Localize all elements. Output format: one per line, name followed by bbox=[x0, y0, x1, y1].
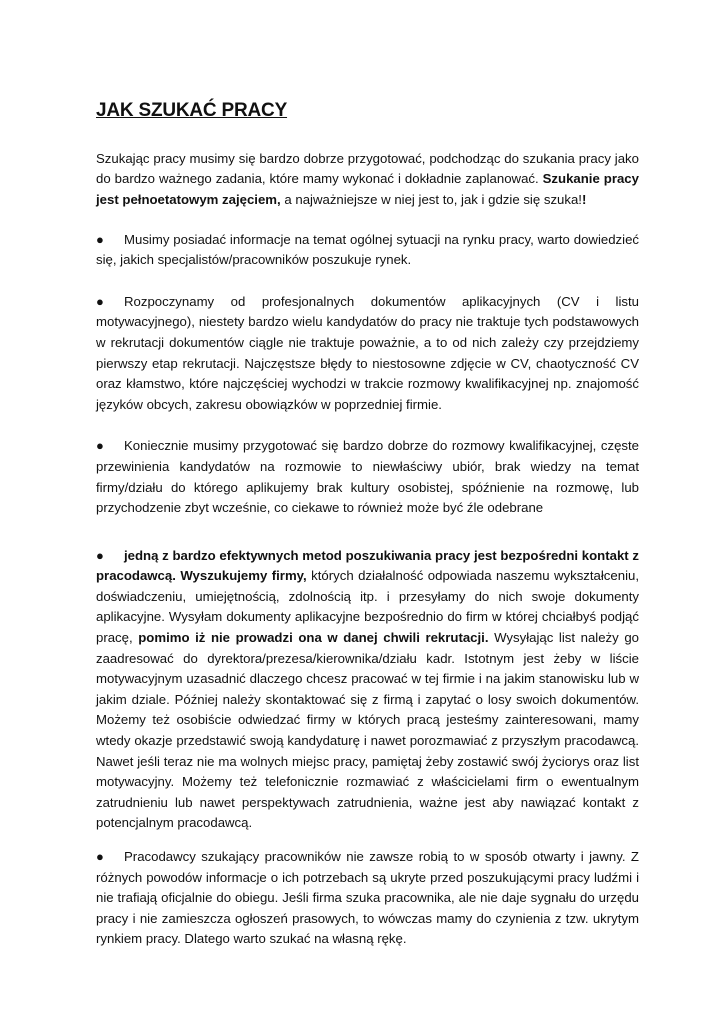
bullet-paragraph-interview bbox=[96, 436, 639, 518]
intro-paragraph bbox=[96, 149, 639, 211]
bullet-icon: ● bbox=[96, 293, 104, 309]
bullet-icon: ● bbox=[96, 547, 104, 563]
bullet-text: Rozpoczynamy od profesjonalnych dokumentów aplikacyjnych (CV i listu motywacyjnego), niestety bardzo wielu kandydatów do pracy nie traktuje tych podstawowych w rekrutacji dokumentów ciągle nie traktuje poważnie, a to od nich zależy czy przejdziemy pierwszy etap rekrutacji. Najczęstsze błędy to niestosowne zdjęcie w CV, chaotyczność CV oraz kłamstwo, które najczęściej wychodzi w trakcie rozmowy kwalifikacyjnej np. znajomość języków obcych, zakresu obowiązków w poprzedniej firmie. bbox=[96, 293, 639, 412]
intro-bold-1: Szukanie pracy jest pełnoetatowym zajęciem, bbox=[96, 171, 639, 207]
document-title: JAK SZUKAĆ PRACY bbox=[96, 100, 288, 121]
bullet-text: Musimy posiadać informacje na temat ogólnej sytuacji na rynku pracy, warto dowiedzieć się, jakich specjalistów/pracowników poszukuje rynek. bbox=[96, 231, 639, 268]
document-page bbox=[96, 100, 639, 971]
bullet-icon: ● bbox=[96, 849, 104, 865]
bullet-paragraph-documents bbox=[96, 292, 639, 416]
intro-text-1: Szukając pracy musimy się bardzo dobrze przygotować, podchodząc do szukania pracy jako do bardzo ważnego zadania, które mamy wykonać i dokładnie zaplanować. bbox=[96, 150, 639, 187]
bullet-text: Pracodawcy szukający pracowników nie zawsze robią to w sposób otwarty i jawny. Z różnych powodów informacje o ich potrzebach są ukryte przed poszukującymi pracy ludźmi i nie trafiają oficjalnie do obiegu. Jeśli firma szuka pracownika, ale nie daje sygnału do urzędu pracy i nie zamieszcza ogłoszeń prasowych, to wówczas mamy do czynienia z tzw. ukrytym rynkiem pracy. Dlatego warto szukać na własną rękę. bbox=[96, 849, 639, 947]
bullet-paragraph-direct-contact bbox=[96, 546, 639, 834]
bullet-icon: ● bbox=[96, 438, 104, 454]
intro-bold-2: ! bbox=[581, 191, 587, 207]
bullet-text-1: których działalność odpowiada naszemu wykształceniu, doświadczeniu, umiejętnością, zdolnością itp. i przesyłamy do nich swoje dokumenty aplikacyjne. Wysyłam dokumenty aplikacyjne bezpośrednio do firm w której chciałbyś podjąć pracę, bbox=[96, 568, 639, 646]
bullet-bold-text-1: jedną z bardzo efektywnych metod poszukiwania pracy jest bezpośredni kontakt z pracodawcą. Wyszukujemy firmy, bbox=[96, 547, 639, 584]
bullet-paragraph-market-info bbox=[96, 230, 639, 271]
bullet-paragraph-hidden-market bbox=[96, 847, 639, 950]
bullet-text-2: Wysyłając list należy go zaadresować do dyrektora/prezesa/kierownika/działu kadr. Istotnym jest żeby w liście motywacyjnym uzasadnić dlaczego chcesz pracować w tej firmie i na jakim stanowisku lub w jakim dziale. Później należy skontaktować się z firmą i zapytać o losy swoich dokumentów. Możemy też osobiście odwiedzać firmy w których pracą jesteśmy zainteresowani, mamy wtedy okazje przedstawić swoją kandydaturę i nawet porozmawiać z przyszłym pracodawcą. Nawet jeśli teraz nie ma wolnych miejsc pracy, pamiętaj żeby zostawić swój życiorys oraz list motywacyjny. Możemy też telefonicznie rozmawiać z właścicielami firm o ewentualnym zatrudnieniu lub nawet perspektywach zatrudnienia, ważne jest aby nawiązać kontakt z potencjalnym pracodawcą. bbox=[96, 630, 639, 831]
bullet-text: Koniecznie musimy przygotować się bardzo dobrze do rozmowy kwalifikacyjnej, częste przewinienia kandydatów na rozmowie to niewłaściwy ubiór, brak wiedzy na temat firmy/działu do którego aplikujemy brak kultury osobistej, spóźnienie na rozmowę, lub przychodzenie zbyt wcześnie, co ciekawe to również może być źle odebrane bbox=[96, 438, 639, 516]
bullet-icon: ● bbox=[96, 231, 104, 247]
bullet-bold-text-2: pomimo iż nie prowadzi ona w danej chwili rekrutacji. bbox=[138, 630, 489, 646]
intro-text-2: a najważniejsze w niej jest to, jak i gdzie się szuka! bbox=[280, 191, 582, 207]
